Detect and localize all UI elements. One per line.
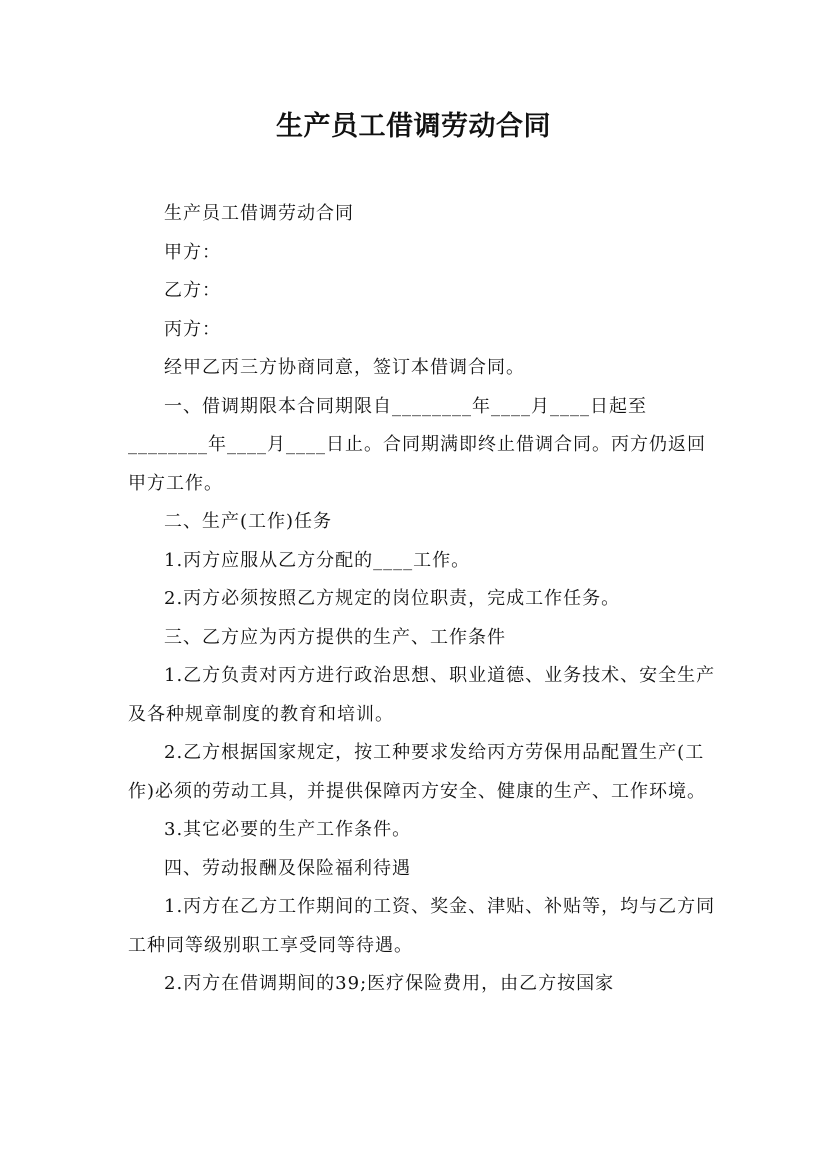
paragraph: 乙方： xyxy=(164,280,221,301)
paragraph: 甲方： xyxy=(164,241,221,263)
paragraph: 1.丙方在乙方工作期间的工资、奖金、津贴、补贴等，均与乙方同工种同等级别职工享受同等待遇。 xyxy=(128,896,716,956)
document-title: 生产员工借调劳动合同 xyxy=(276,111,551,142)
paragraph: 生产员工借调劳动合同 xyxy=(164,203,354,224)
paragraph: 丙方： xyxy=(164,318,221,340)
paragraph: 四、劳动报酬及保险福利待遇 xyxy=(164,857,411,879)
paragraph: 3.其它必要的生产工作条件。 xyxy=(164,819,412,840)
paragraph: 三、乙方应为丙方提供的生产、工作条件 xyxy=(164,626,506,648)
paragraph: 经甲乙丙三方协商同意，签订本借调合同。 xyxy=(164,357,525,378)
paragraph: 2.乙方根据国家规定，按工种要求发给丙方劳保用品配置生产(工作)必须的劳动工具，并提供保障丙方安全、健康的生产、工作环境。 xyxy=(128,742,707,802)
paragraph: 2.丙方必须按照乙方规定的岗位职责，完成工作任务。 xyxy=(164,588,621,609)
paragraph: 二、生产(工作)任务 xyxy=(164,511,333,532)
paragraph: 2.丙方在借调期间的39;医疗保险费用，由乙方按国家 xyxy=(164,973,615,994)
paragraph: 1.乙方负责对丙方进行政治思想、职业道德、业务技术、安全生产及各种规章制度的教育和培训。 xyxy=(128,665,716,725)
document-body xyxy=(128,195,720,1004)
paragraph: 1.丙方应服从乙方分配的____工作。 xyxy=(164,549,471,571)
paragraph: 一、借调期限本合同期限自________年____月____日起至________年____月____日止。合同期满即终止借调合同。丙方仍返回甲方工作。 xyxy=(128,395,706,494)
